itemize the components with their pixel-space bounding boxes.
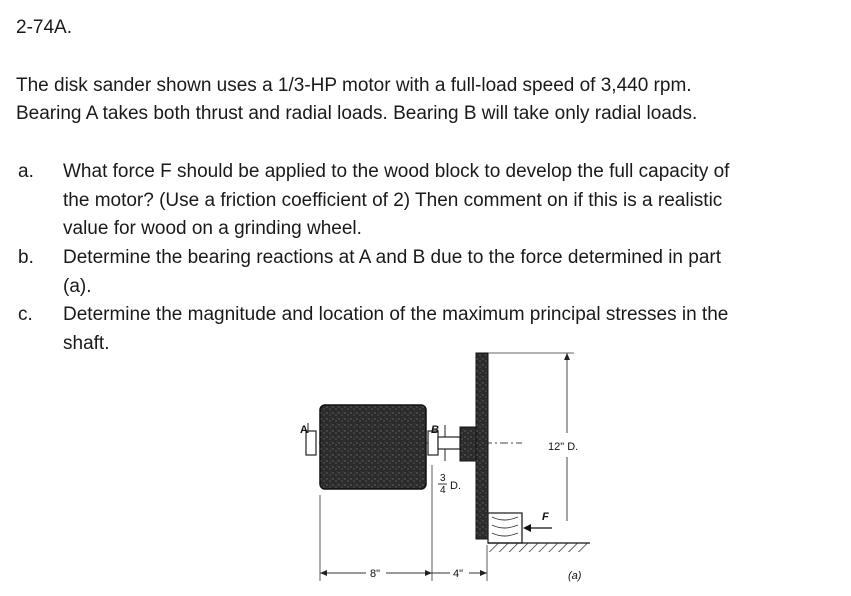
motor-body	[320, 405, 426, 489]
question-text	[63, 244, 721, 301]
question-line: Determine the magnitude and location of the maximum principal stresses in the	[63, 304, 729, 325]
intro-line: Bearing A takes both thrust and radial loads. Bearing B will take only radial loads.	[16, 103, 698, 124]
motor-length-label: 8"	[370, 568, 381, 580]
question-text	[63, 158, 729, 244]
question-line: shaft.	[63, 332, 110, 354]
figure-caption: (a)	[568, 570, 582, 582]
disk-hub	[460, 427, 476, 461]
bearing-a-label: A	[300, 424, 308, 436]
question-line: the motor? (Use a friction coefficient of 2) Then comment on if this is a realistic	[63, 189, 723, 211]
intro-line: The disk sander shown uses a 1/3-HP motor with a full-load speed of 3,440 rpm.	[16, 75, 692, 96]
shaft-diameter-numerator: 3	[440, 473, 446, 484]
question-line: (a).	[63, 275, 92, 297]
disk-sander-figure	[290, 345, 600, 591]
problem-intro	[16, 72, 697, 128]
question-marker: c.	[18, 304, 33, 325]
question-line: Determine the bearing reactions at A and B due to the force determined in part	[63, 247, 722, 268]
bearing-b-label: B	[431, 424, 439, 436]
problem-number: 2-74A.	[16, 17, 72, 38]
overhang-length-label: 4"	[453, 568, 464, 580]
shaft-diameter-suffix: D.	[450, 480, 461, 492]
question-marker: b.	[18, 247, 34, 268]
disk-diameter-label: 12" D.	[548, 441, 579, 453]
shaft-diameter-denominator: 4	[440, 485, 446, 496]
question-line: What force F should be applied to the wood block to develop the full capacity of	[63, 161, 730, 182]
question-line: value for wood on a grinding wheel.	[63, 218, 362, 239]
force-f-label: F	[542, 511, 549, 523]
question-marker: a.	[18, 161, 34, 182]
sanding-disk	[476, 353, 488, 539]
table-hatch	[488, 543, 588, 552]
shaft	[438, 437, 460, 449]
force-f-arrowhead	[523, 524, 531, 532]
